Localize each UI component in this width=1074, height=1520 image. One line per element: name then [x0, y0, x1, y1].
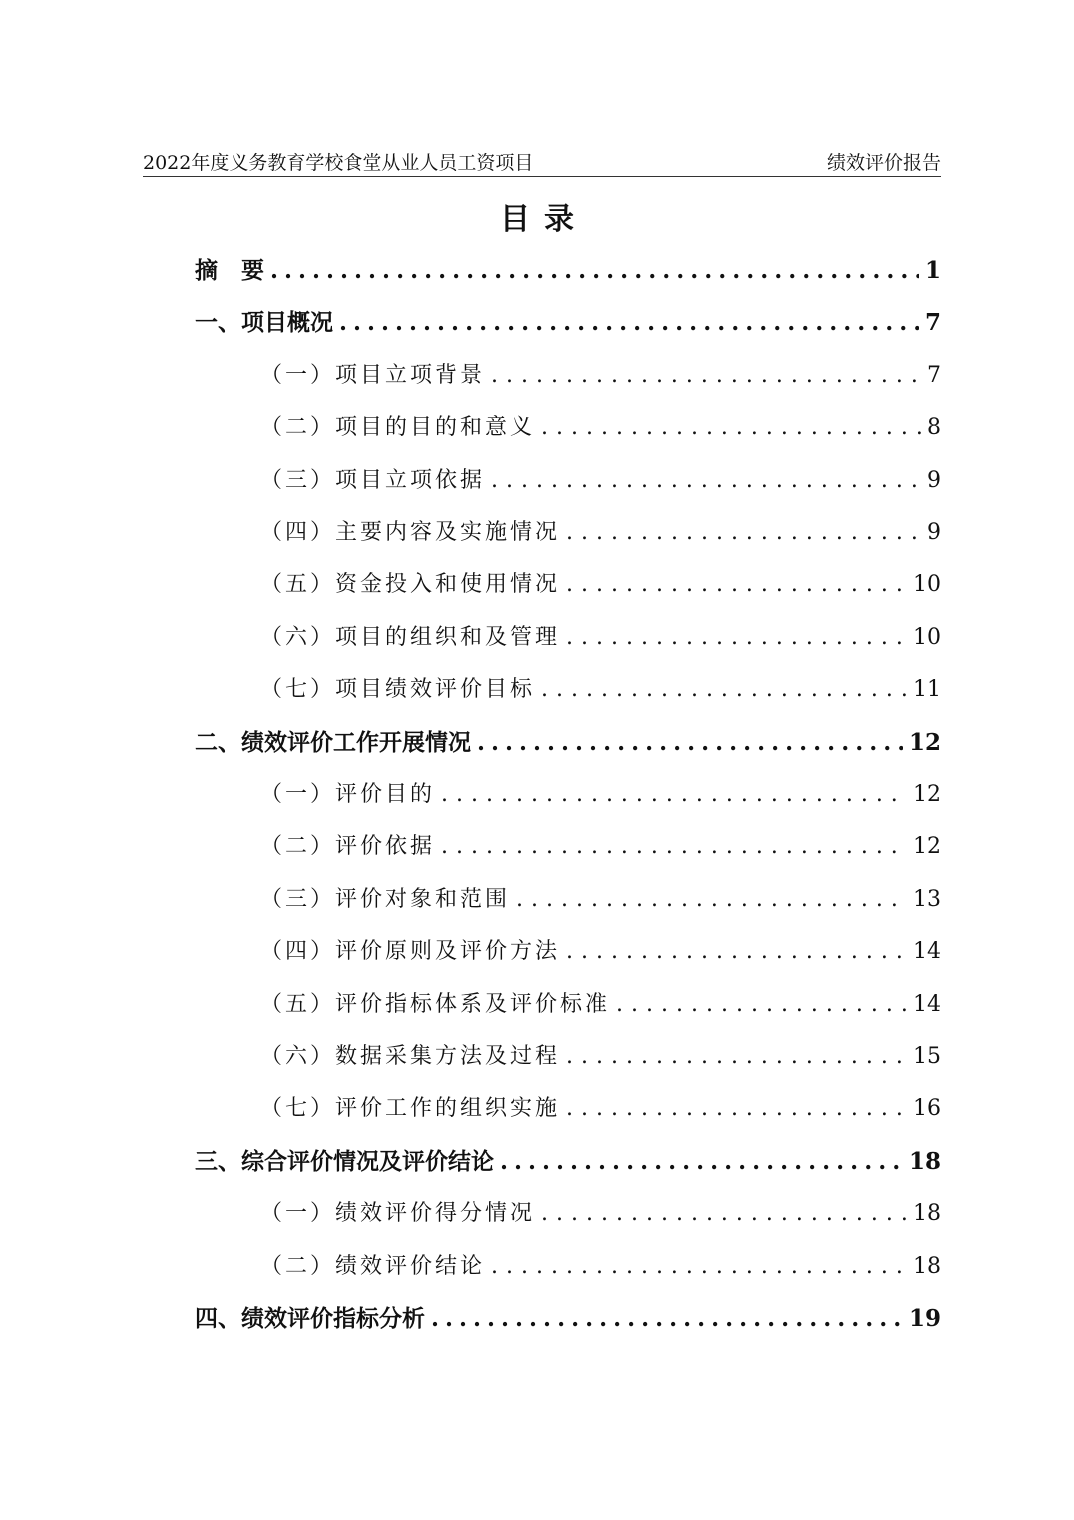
toc-entry[interactable]: [260, 1037, 941, 1077]
toc-leader-dots: [541, 1194, 907, 1234]
toc-entry-page: 19: [908, 1305, 941, 1332]
toc-entry-page: 14: [913, 992, 941, 1017]
toc-entry-label: （五）评价指标体系及评价标准: [260, 992, 611, 1017]
toc-entry[interactable]: [260, 565, 941, 605]
toc-leader-dots: [491, 461, 921, 501]
toc-leader-dots: [491, 1247, 907, 1287]
toc-entry-page: 16: [913, 1096, 941, 1121]
toc-leader-dots: [566, 618, 907, 658]
toc-entry-label: （四）评价原则及评价方法: [260, 939, 561, 964]
toc-entry[interactable]: [260, 461, 941, 501]
page-title: 目录: [500, 202, 588, 237]
toc-entry[interactable]: [260, 513, 941, 553]
toc-entry-page: 8: [927, 415, 941, 440]
toc-entry[interactable]: [260, 827, 941, 867]
toc-leader-dots: [477, 723, 903, 763]
toc-entry-label: （二）绩效评价结论: [260, 1254, 486, 1279]
toc-entry-page: 10: [913, 572, 941, 597]
toc-entry-page: 18: [908, 1148, 941, 1175]
toc-leader-dots: [566, 565, 907, 605]
toc-leader-dots: [541, 408, 921, 448]
toc-entry-label: （七）项目绩效评价目标: [260, 677, 536, 702]
toc-leader-dots: [431, 1299, 903, 1339]
toc-entry[interactable]: [260, 1247, 941, 1287]
toc-leader-dots: [541, 670, 907, 710]
toc-entry-label: （三）评价对象和范围: [260, 887, 511, 912]
toc-entry-label: （四）主要内容及实施情况: [260, 520, 561, 545]
header-report-type: 绩效评价报告: [826, 152, 941, 174]
toc-entry-page: 9: [927, 468, 941, 493]
toc-entry[interactable]: [195, 723, 941, 763]
toc-entry-page: 13: [913, 887, 941, 912]
toc-entry[interactable]: [260, 1089, 941, 1129]
toc-entry-label: （六）数据采集方法及过程: [260, 1044, 561, 1069]
toc-entry[interactable]: [260, 880, 941, 920]
toc-entry-label: 四、绩效评价指标分析: [195, 1305, 425, 1332]
toc-entry[interactable]: [260, 670, 941, 710]
toc-entry-page: 12: [908, 729, 941, 756]
toc-entry-label: （二）项目的目的和意义: [260, 415, 536, 440]
toc-leader-dots: [491, 356, 921, 396]
toc-entry-label: （二）评价依据: [260, 834, 436, 859]
toc-entry[interactable]: [260, 356, 941, 396]
toc-entry-label: （一）项目立项背景: [260, 363, 486, 388]
toc-leader-dots: [566, 513, 921, 553]
toc-entry[interactable]: [260, 775, 941, 815]
toc-entry-page: 12: [913, 782, 941, 807]
toc-entry-page: 11: [913, 677, 941, 702]
toc-entry-label: （七）评价工作的组织实施: [260, 1096, 561, 1121]
toc-leader-dots: [500, 1142, 903, 1182]
toc-entry[interactable]: [195, 251, 941, 291]
toc-leader-dots: [441, 775, 907, 815]
toc-entry-page: 10: [913, 625, 941, 650]
toc-entry[interactable]: [260, 408, 941, 448]
toc-entry[interactable]: [195, 1299, 941, 1339]
toc-entry-label: 二、绩效评价工作开展情况: [195, 729, 471, 756]
page-header: [143, 146, 941, 177]
toc-entry-page: 12: [913, 834, 941, 859]
toc-entry-page: 15: [913, 1044, 941, 1069]
toc-entry[interactable]: [195, 1142, 941, 1182]
toc-entry-page: 7: [927, 363, 941, 388]
toc-leader-dots: [441, 827, 907, 867]
toc-entry-label: （一）评价目的: [260, 782, 436, 807]
toc-leader-dots: [566, 932, 907, 972]
toc-leader-dots: [339, 303, 919, 343]
toc-leader-dots: [616, 985, 907, 1025]
toc-entry-label: 三、综合评价情况及评价结论: [195, 1148, 494, 1175]
toc-leader-dots: [566, 1089, 907, 1129]
toc-entry[interactable]: [260, 932, 941, 972]
toc-leader-dots: [270, 251, 919, 291]
toc-entry-label: （三）项目立项依据: [260, 468, 486, 493]
toc-leader-dots: [516, 880, 907, 920]
toc-entry-page: 9: [927, 520, 941, 545]
toc-entry-page: 18: [913, 1201, 941, 1226]
header-document-name: 2022年度义务教育学校食堂从业人员工资项目: [143, 152, 534, 174]
toc-entry-label: （一）绩效评价得分情况: [260, 1201, 536, 1226]
toc-entry-label: 摘 要: [195, 257, 264, 284]
toc-entry[interactable]: [260, 618, 941, 658]
toc-entry-page: 7: [924, 309, 941, 336]
toc-entry[interactable]: [260, 985, 941, 1025]
toc-leader-dots: [566, 1037, 907, 1077]
toc-entry-page: 18: [913, 1254, 941, 1279]
toc-entry[interactable]: [260, 1194, 941, 1234]
toc-entry[interactable]: [195, 303, 941, 343]
toc-entry-label: （五）资金投入和使用情况: [260, 572, 561, 597]
toc-entry-label: 一、项目概况: [195, 309, 333, 336]
toc-entry-page: 14: [913, 939, 941, 964]
toc-entry-label: （六）项目的组织和及管理: [260, 625, 561, 650]
toc-entry-page: 1: [924, 257, 941, 284]
